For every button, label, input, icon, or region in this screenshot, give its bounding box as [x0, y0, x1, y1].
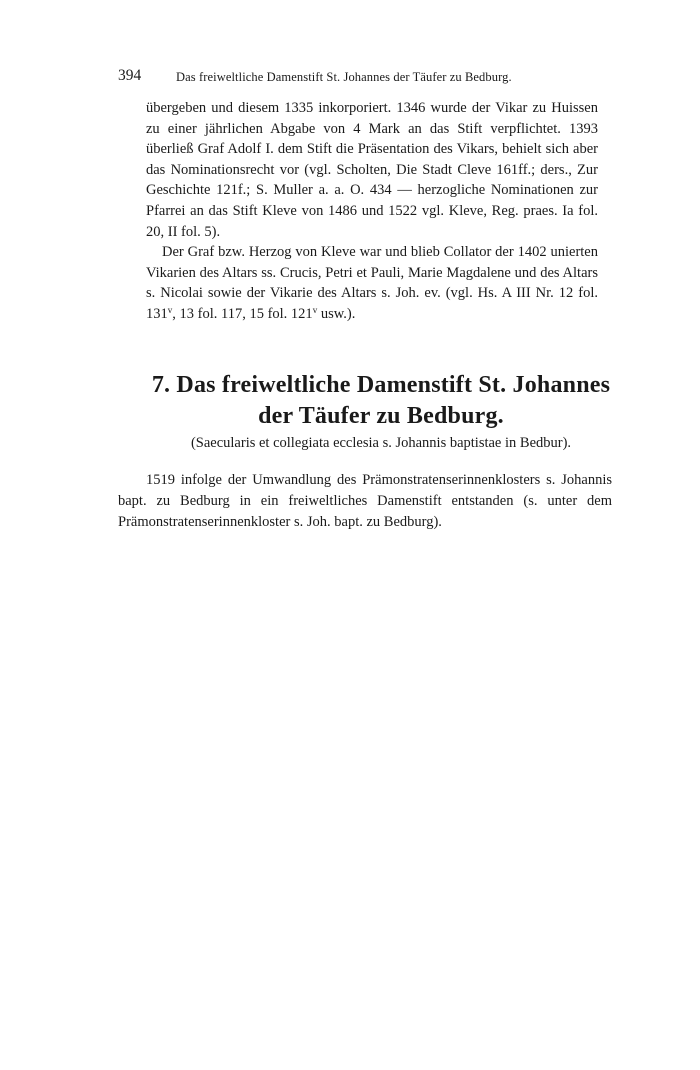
collator-text-part-3: usw.). — [317, 305, 356, 322]
running-head — [118, 66, 598, 86]
collator-text-part-1: Der Graf bzw. Herzog von Kleve war und blieb Collator der 1402 unierten Vikarien des Altars ss. Crucis, Petri et Pauli, Marie Magdalene und des Altars s. Nicolai sowie der Vikarie des Altars s. Joh. ev. (vgl. Hs. A III Nr. 12 fol. 131 — [146, 244, 598, 322]
section-heading-line-1: 7. Das freiweltliche Damenstift St. Johannes — [151, 372, 611, 398]
running-title: Das freiweltliche Damenstift St. Johannes der Täufer zu Bedburg. — [176, 70, 512, 84]
page-number: 394 — [118, 67, 142, 84]
paragraph-collator — [146, 242, 598, 324]
collator-text-part-2: , 13 fol. 117, 15 fol. 121 — [172, 305, 313, 322]
section-history — [118, 470, 612, 533]
paragraph-vikar-huissen: übergeben und diesem 1335 inkorporiert. 1346 wurde der Vikar zu Huissen zu einer jährlichen Abgabe von 4 Mark an das Stift verpflichtet. 1393 überließ Graf Adolf I. dem Stift die Präsentation des Vikars, behielt sich aber das Nominationsrecht vor (vgl. Scholten, Die Stadt Cleve 161ff.; ders., Zur Geschichte 121f.; S. Muller a. a. O. 434 — herzogliche Nominationen zur Pfarrei an das Stift Kleve von 1486 und 1522 vgl. Kleve, Reg. praes. Ia fol. 20, II fol. 5). — [146, 100, 598, 240]
latin-title: (Saecularis et collegiata ecclesia s. Johannis baptistae in Bedbur). — [190, 435, 572, 451]
body-text — [146, 98, 598, 325]
paragraph-history: 1519 infolge der Umwandlung des Prämonstratenserinnenklosters s. Johannis bapt. zu Bedburg in ein freiweltliches Damenstift entstanden (s. unter dem Prämonstratenserinnenkloster s. Joh. bapt. zu Bedburg). — [118, 472, 612, 530]
folio-verso-mark: v — [312, 304, 318, 315]
section-heading-line-2: der Täufer zu Bedburg. — [258, 403, 504, 429]
folio-verso-mark: v — [167, 304, 173, 315]
section-heading — [146, 370, 616, 432]
